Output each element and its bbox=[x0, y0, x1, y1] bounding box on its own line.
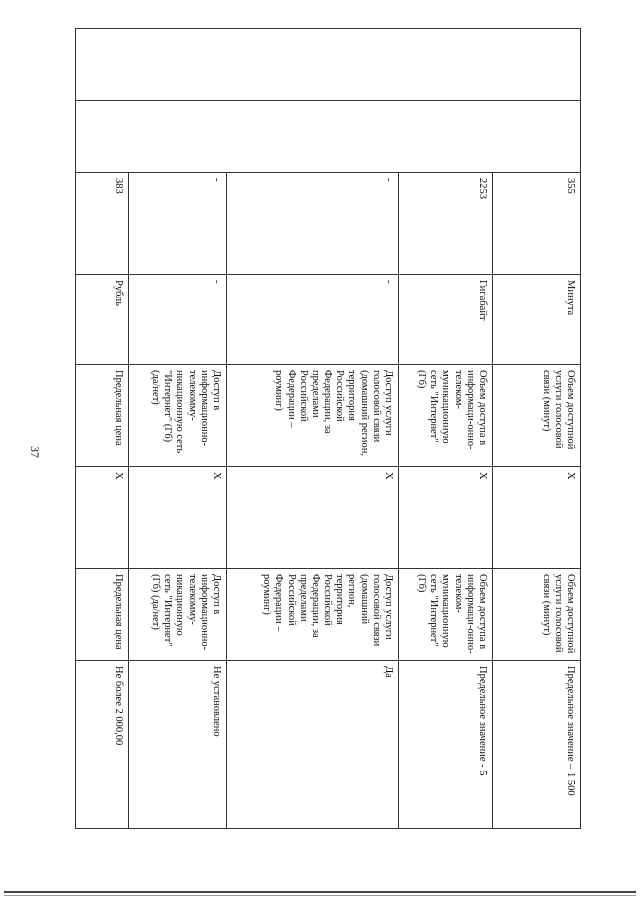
characteristic-param: Объем доступной услуги голосовой связи (минут) bbox=[493, 569, 581, 661]
characteristic-value: Предельное значение - 5 bbox=[399, 661, 493, 829]
x-mark: Х bbox=[493, 467, 581, 569]
okei-code: 2253 bbox=[399, 173, 493, 275]
characteristic-param: Доступ в информационно-телекомму-никационную сеть "Интернет" (Гб) (да/нет) bbox=[129, 569, 227, 661]
characteristic-param: Доступ услуги голосовой связи (домашний регион, территория Российской Федерации, за пределами Российской Федерации – роуминг) bbox=[227, 569, 399, 661]
characteristic-name: Доступ в информационно-телекомму-никационную сеть "Интернет" (Гб) (да/нет) bbox=[129, 365, 227, 467]
characteristic-name: Объем доступа в информаци-онно-телеком-муникационную сеть "Интернет" (Гб) bbox=[399, 365, 493, 467]
unit-name: Минута bbox=[493, 275, 581, 365]
x-mark: Х bbox=[399, 467, 493, 569]
characteristic-value: Да bbox=[227, 661, 399, 829]
page-number: 37 bbox=[28, 446, 42, 458]
characteristic-value: Предельное значение – 1 500 bbox=[493, 661, 581, 829]
characteristic-param: Предельная цена bbox=[76, 569, 129, 661]
characteristic-value: Не более 2 000,00 bbox=[76, 661, 129, 829]
empty-cell bbox=[76, 101, 581, 173]
characteristic-name: Объем доступной услуги голосовой связи (минут) bbox=[493, 365, 581, 467]
x-mark: Х bbox=[227, 467, 399, 569]
okei-code: 355 bbox=[493, 173, 581, 275]
unit-name: Рубль bbox=[76, 275, 129, 365]
specification-table bbox=[75, 28, 581, 829]
rotated-table-container bbox=[76, 28, 581, 828]
okei-code: 383 bbox=[76, 173, 129, 275]
okei-code: - bbox=[129, 173, 227, 275]
characteristic-param: Объем доступа в информаци-онно-телеком-муникационную сеть "Интернет" (Гб) bbox=[399, 569, 493, 661]
characteristic-name: Предельная цена bbox=[76, 365, 129, 467]
scan-edge-line bbox=[4, 891, 636, 893]
empty-cell bbox=[76, 29, 581, 101]
scan-edge-line bbox=[4, 895, 636, 896]
table-row bbox=[493, 29, 581, 829]
x-mark: Х bbox=[76, 467, 129, 569]
unit-name: Гигабайт bbox=[399, 275, 493, 365]
unit-name: - bbox=[129, 275, 227, 365]
characteristic-value: Не установлено bbox=[129, 661, 227, 829]
characteristic-name: Доступ услуги голосовой связи (домашний регион, территория Российской Федерации, за пределами Российской Федерации – роуминг) bbox=[227, 365, 399, 467]
unit-name: - bbox=[227, 275, 399, 365]
x-mark: Х bbox=[129, 467, 227, 569]
okei-code: - bbox=[227, 173, 399, 275]
